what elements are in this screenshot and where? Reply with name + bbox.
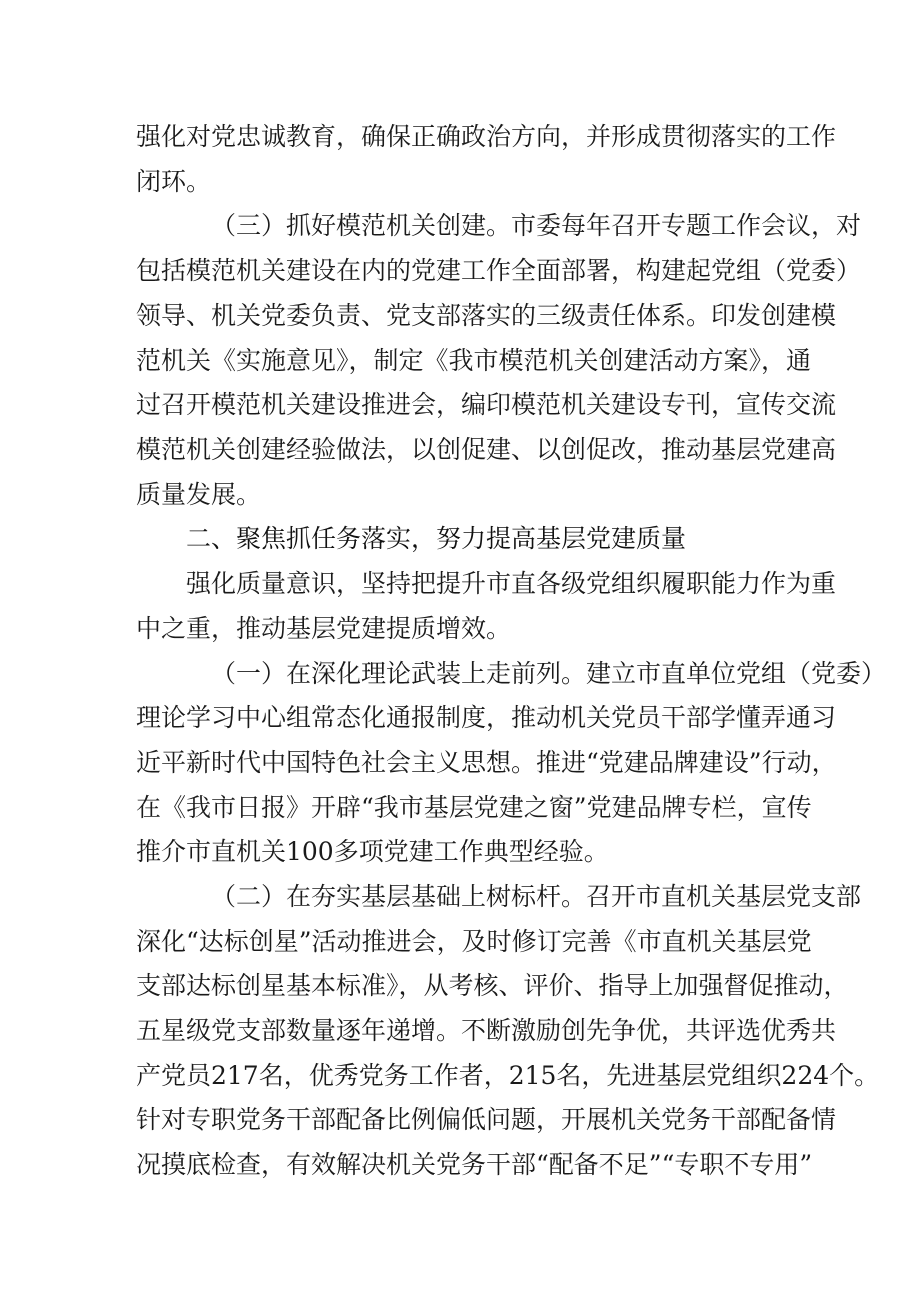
text-line: 模范机关创建经验做法，以创促建、以创促改，推动基层党建高 [136,435,837,464]
text-line: 包括模范机关建设在内的党建工作全面部署，构建起党组（党委） [136,256,862,285]
section-heading: 二、聚焦抓任务落实，努力提高基层党建质量 [186,524,687,553]
text-line: 强化对党忠诚教育，确保正确政治方向，并形成贯彻落实的工作 [136,122,837,151]
text-line: 推介市直机关100多项党建工作典型经验。 [136,837,609,866]
text-line: 近平新时代中国特色社会主义思想。推进“党建品牌建设”行动， [136,748,837,777]
text-line: 范机关《实施意见》，制定《我市模范机关创建活动方案》，通 [136,346,812,375]
text-line: （二）在夯实基层基础上树标杆。召开市直机关基层党支部 [211,882,862,911]
text-line: 过召开模范机关建设推进会，编印模范机关建设专刊，宣传交流 [136,390,837,419]
text-line: 质量发展。 [136,480,262,509]
text-line: 在《我市日报》开辟“我市基层党建之窗”党建品牌专栏，宣传 [136,793,812,822]
text-line: 深化“达标创星”活动推进会，及时修订完善《市直机关基层党 [136,927,812,956]
text-line: 支部达标创星基本标准》，从考核、评价、指导上加强督促推动， [136,971,849,1000]
text-line: （一）在深化理论武装上走前列。建立市直单位党组（党委） [211,659,887,688]
text-line: 五星级党支部数量逐年递增。不断激励创先争优，共评选优秀共 [136,1016,837,1045]
text-line: 领导、机关党委负责、党支部落实的三级责任体系。印发创建模 [136,301,837,330]
text-line: 针对专职党务干部配备比例偏低问题，开展机关党务干部配备情 [136,1105,837,1134]
text-line: （三）抓好模范机关创建。市委每年召开专题工作会议，对 [211,211,862,240]
text-line: 理论学习中心组常态化通报制度，推动机关党员干部学懂弄通习 [136,703,837,732]
text-line: 产党员217名，优秀党务工作者，215名，先进基层党组织224个。 [136,1061,880,1090]
text-line: 强化质量意识，坚持把提升市直各级党组织履职能力作为重 [186,569,837,598]
text-line: 中之重，推动基层党建提质增效。 [136,614,512,643]
text-line: 闭环。 [136,167,212,196]
text-line: 况摸底检查，有效解决机关党务干部“配备不足”“专职不专用” [136,1150,813,1179]
